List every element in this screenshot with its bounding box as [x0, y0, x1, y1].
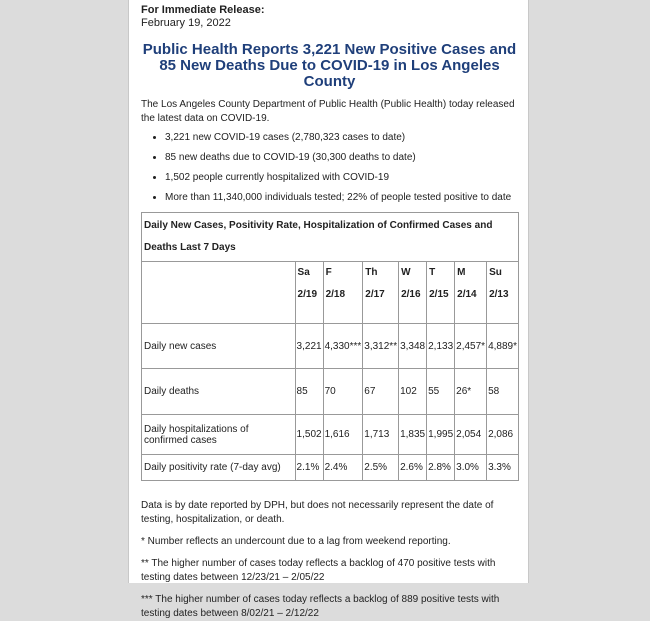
table-cell: 2.5%	[363, 455, 399, 481]
footnote-double-asterisk: ** The higher number of cases today reflects a backlog of 470 positive tests with testing dates between 12/23/21 – 2/05/22	[141, 558, 496, 583]
table-row	[142, 415, 519, 455]
day-label: F	[325, 267, 332, 278]
day-label: W	[401, 267, 411, 278]
table-cell: 4,889*	[487, 324, 519, 369]
footnote-single-asterisk: * Number reflects an undercount due to a lag from weekend reporting.	[141, 536, 451, 547]
header-empty-cell	[142, 262, 296, 324]
table-cell: 2,086	[487, 415, 519, 455]
table-cell: 4,330***	[323, 324, 363, 369]
table-cell: 2.8%	[427, 455, 455, 481]
header-day-cell	[295, 262, 323, 324]
summary-list	[141, 132, 518, 204]
table-cell: 3,221	[295, 324, 323, 369]
table-cell: 2.4%	[323, 455, 363, 481]
date-label: 2/15	[429, 289, 449, 300]
date-label: 2/18	[325, 289, 346, 300]
seven-day-table	[141, 212, 519, 481]
date-label: 2/16	[401, 289, 421, 300]
release-date: February 19, 2022	[141, 17, 231, 29]
table-cell: 3,348	[399, 324, 427, 369]
date-label: 2/14	[457, 289, 477, 300]
table-cell: 3.0%	[455, 455, 487, 481]
table-cell: 85	[295, 369, 323, 415]
date-label: 2/19	[297, 289, 318, 300]
table-cell: 2.6%	[399, 455, 427, 481]
table-cell: 67	[363, 369, 399, 415]
day-label: M	[457, 267, 466, 278]
table-cell: 2,054	[455, 415, 487, 455]
header-day-cell	[455, 262, 487, 324]
headline: Public Health Reports 3,221 New Positive Cases and 85 New Deaths Due to COVID-19 in Los Angeles County	[142, 41, 517, 90]
table-cell: 2,457*	[455, 324, 487, 369]
table-row	[142, 369, 519, 415]
day-label: T	[429, 267, 436, 278]
header-day-cell	[399, 262, 427, 324]
header-day-cell	[427, 262, 455, 324]
table-cell: 1,616	[323, 415, 363, 455]
intro-paragraph: The Los Angeles County Department of Public Health (Public Health) today released the latest data on COVID-19.	[141, 99, 515, 124]
table-row	[142, 455, 519, 481]
table-cell: 102	[399, 369, 427, 415]
table-cell: 26*	[455, 369, 487, 415]
table-cell: 2.1%	[295, 455, 323, 481]
date-label: 2/17	[365, 289, 385, 300]
header-day-cell	[487, 262, 519, 324]
day-label: Th	[365, 267, 378, 278]
footnote-data-source: Data is by date reported by DPH, but does not necessarily represent the date of testing, hospitalization, or death.	[141, 500, 494, 525]
table-caption: Daily New Cases, Positivity Rate, Hospitalization of Confirmed Cases and Deaths Last 7 Days	[142, 213, 519, 262]
table-row	[142, 324, 519, 369]
table-cell: 1,502	[295, 415, 323, 455]
table-cell: 1,995	[427, 415, 455, 455]
footnotes	[141, 499, 518, 621]
footnote-triple-asterisk: *** The higher number of cases today reflects a backlog of 889 positive tests with testing dates between 8/02/21 – 2/12/22	[141, 594, 500, 619]
header-day-cell	[323, 262, 363, 324]
row-label: Daily positivity rate (7-day avg)	[142, 455, 296, 481]
summary-item-cases: • 3,221 new COVID-19 cases (2,780,323 cases to date)	[165, 132, 518, 144]
table-cell: 70	[323, 369, 363, 415]
press-release-page	[128, 0, 529, 619]
day-label: Sa	[297, 267, 310, 278]
summary-item-tested: • More than 11,340,000 individuals tested; 22% of people tested positive to date	[165, 192, 518, 204]
table-header-row	[142, 262, 519, 324]
summary-item-hospitalized: • 1,502 people currently hospitalized with COVID-19	[165, 172, 518, 184]
row-label: Daily deaths	[142, 369, 296, 415]
table-cell: 3,312**	[363, 324, 399, 369]
table-cell: 55	[427, 369, 455, 415]
release-label: For Immediate Release:	[141, 4, 265, 16]
table-cell: 3.3%	[487, 455, 519, 481]
table-caption-row	[142, 213, 519, 262]
table-cell: 1,835	[399, 415, 427, 455]
table-cell: 2,133	[427, 324, 455, 369]
row-label: Daily new cases	[142, 324, 296, 369]
press-release-content	[129, 0, 528, 621]
row-label: Daily hospitalizations of confirmed cases	[142, 415, 296, 455]
summary-item-deaths: • 85 new deaths due to COVID-19 (30,300 deaths to date)	[165, 152, 518, 164]
table-cell: 1,713	[363, 415, 399, 455]
day-label: Su	[489, 267, 502, 278]
table-cell: 58	[487, 369, 519, 415]
date-label: 2/13	[489, 289, 509, 300]
header-day-cell	[363, 262, 399, 324]
